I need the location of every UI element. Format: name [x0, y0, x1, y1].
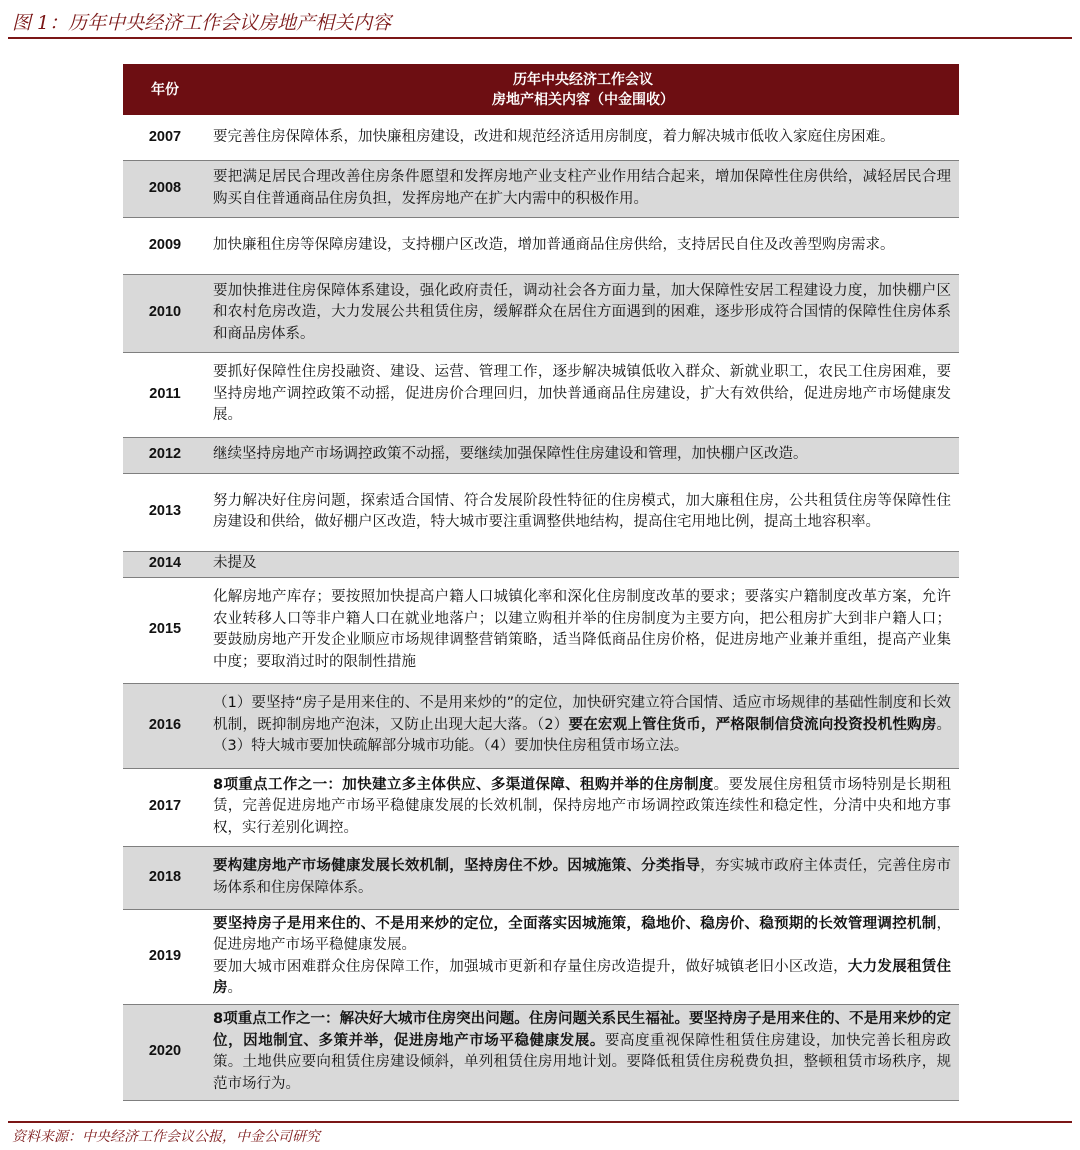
content-paragraph: [213, 362, 951, 427]
policy-table: [123, 64, 959, 1101]
table-row: [123, 683, 959, 768]
row-content: [207, 683, 959, 768]
content-text: 要加大城市困难群众住房保障工作，加强城市更新和存量住房改造提升，做好城镇老旧小区改造，: [213, 958, 848, 975]
row-year: 2019: [123, 909, 207, 1004]
content-paragraph: [213, 444, 951, 466]
table-row: [123, 473, 959, 551]
content-paragraph: [213, 167, 951, 210]
source-divider: [8, 1121, 1072, 1123]
table-row: [123, 217, 959, 274]
content-emphasis: 要坚持房子是用来住的、不是用来炒的定位，全面落实因城施策，稳地价、稳房价、稳预期的长效管理调控机制: [213, 915, 937, 932]
table-row: [123, 768, 959, 846]
content-paragraph: [213, 914, 951, 957]
content-text: 要完善住房保障体系，加快廉租房建设，改进和规范经济适用房制度，着力解决城市低收入家庭住房困难。: [213, 128, 895, 145]
row-year: 2014: [123, 551, 207, 577]
header-content: [207, 64, 959, 115]
table-row: [123, 551, 959, 577]
content-paragraph: [213, 693, 951, 758]
row-content: [207, 909, 959, 1004]
content-emphasis: 要构建房地产市场健康发展长效机制，坚持房住不炒。因城施策、分类指导: [213, 858, 701, 874]
content-emphasis: 要在宏观上管住货币，严格限制信贷流向投资投机性购房: [568, 716, 937, 733]
row-content: [207, 217, 959, 274]
row-content: [207, 1004, 959, 1100]
content-paragraph: [213, 856, 951, 899]
row-year: 2015: [123, 577, 207, 683]
content-text: 继续坚持房地产市场调控政策不动摇，要继续加强保障性住房建设和管理，加快棚户区改造。: [213, 446, 808, 463]
table-row: [123, 160, 959, 217]
content-text: 加快廉租住房等保障房建设，支持棚户区改造，增加普通商品住房供给，支持居民自住及改善型购房需求。: [213, 236, 895, 253]
row-year: 2011: [123, 352, 207, 437]
content-text: 化解房地产库存；要按照加快提高户籍人口城镇化率和深化住房制度改革的要求；要落实户籍制度改革方案，允许农业转移人口等非户籍人口在就业地落户；以建立购租并举的住房制度为主要方向，把公租房扩大到非户籍人口；要鼓励房地产开发企业顺应市场规律调整营销策略，适当降低商品住房价格，促进房地产业兼并重组，提高产业集中度；要取消过时的限制性措施: [213, 589, 951, 670]
content-paragraph: [213, 957, 951, 1000]
content-paragraph: [213, 587, 951, 673]
row-content: [207, 352, 959, 437]
table-header-row: [123, 64, 959, 115]
table-row: [123, 437, 959, 473]
row-content: [207, 473, 959, 551]
row-content: [207, 577, 959, 683]
content-paragraph: [213, 491, 951, 534]
figure-title: 图 1：历年中央经济工作会议房地产相关内容: [12, 12, 392, 34]
row-content: [207, 437, 959, 473]
content-paragraph: [213, 281, 951, 346]
row-year: 2009: [123, 217, 207, 274]
row-content: [207, 846, 959, 909]
table-row: [123, 274, 959, 352]
content-text: 。（3）特大城市要加快疏解部分城市功能。（4）要加快住房租赁市场立法。: [213, 716, 951, 755]
content-text: ，促进房地产市场平稳健康发展。: [213, 915, 951, 953]
content-paragraph: [213, 1009, 951, 1095]
row-year: 2016: [123, 683, 207, 768]
content-emphasis: 大力发展租赁住房: [213, 958, 951, 996]
row-year: 2010: [123, 274, 207, 352]
row-year: 2013: [123, 473, 207, 551]
content-emphasis: 8项重点工作之一：解决好大城市住房突出问题。住房问题关系民生福祉。要坚持房子是用来住的、不是用来炒的定位，因地制宜、多策并举，促进房地产市场平稳健康发展。: [213, 1011, 951, 1049]
content-text: 。要发展住房租赁市场特别是长期租赁，完善促进房地产市场平稳健康发展的长效机制，保持房地产市场调控政策连续性和稳定性，分清中央和地方事权，实行差别化调控。: [213, 776, 951, 836]
content-text: 。: [227, 980, 242, 996]
row-content: [207, 551, 959, 577]
content-text: 未提及: [213, 555, 257, 572]
content-text: 努力解决好住房问题，探索适合国情、符合发展阶段性特征的住房模式，加大廉租住房，公共租赁住房等保障性住房建设和供给，做好棚户区改造，特大城市要注重调整供地结构，提高住宅用地比例，提高土地容积率。: [213, 492, 951, 530]
content-emphasis: 8项重点工作之一：加快建立多主体供应、多渠道保障、租购并举的住房制度: [213, 776, 714, 793]
content-paragraph: [213, 775, 951, 840]
row-year: 2017: [123, 768, 207, 846]
table-row: [123, 115, 959, 160]
row-content: [207, 274, 959, 352]
content-text: （1）要坚持“房子是用来住的、不是用来炒的”的定位，加快研究建立符合国情、适应市场规律的基础性制度和长效机制，既抑制房地产泡沫，又防止出现大起大落。（2）: [213, 695, 951, 733]
header-content-line1: 历年中央经济工作会议: [513, 71, 653, 88]
header-content-line2: 房地产相关内容（中金围收）: [492, 91, 674, 108]
row-year: 2012: [123, 437, 207, 473]
row-year: 2007: [123, 115, 207, 160]
table-row: [123, 846, 959, 909]
content-text: 要抓好保障性住房投融资、建设、运营、管理工作，逐步解决城镇低收入群众、新就业职工，农民工住房困难，要坚持房地产调控政策不动摇，促进房价合理回归，加快普通商品住房建设，扩大有效供给，促进房地产市场健康发展。: [213, 364, 951, 424]
source-note: 资料来源：中央经济工作会议公报，中金公司研究: [12, 1129, 320, 1145]
row-year: 2018: [123, 846, 207, 909]
table-row: [123, 909, 959, 1004]
table-row: [123, 352, 959, 437]
title-divider: [8, 37, 1072, 39]
row-content: [207, 160, 959, 217]
content-text: ，夯实城市政府主体责任，完善住房市场体系和住房保障体系。: [213, 858, 952, 896]
table-row: [123, 577, 959, 683]
content-text: 要加快推进住房保障体系建设，强化政府责任，调动社会各方面力量，加大保障性安居工程建设力度，加快棚户区和农村危房改造，大力发展公共租赁住房，缓解群众在居住方面遇到的困难，逐步形成符合国情的保障性住房体系和商品房体系。: [213, 282, 951, 342]
content-text: 要高度重视保障性租赁住房建设，加快完善长租房政策。土地供应要向租赁住房建设倾斜，单列租赁住房用地计划。要降低租赁住房税费负担，整顿租赁市场秩序，规范市场行为。: [213, 1032, 952, 1092]
row-content: [207, 768, 959, 846]
row-year: 2020: [123, 1004, 207, 1100]
content-paragraph: [213, 127, 951, 149]
content-paragraph: [213, 235, 951, 257]
content-text: 要把满足居民合理改善住房条件愿望和发挥房地产业支柱产业作用结合起来，增加保障性住房供给，减轻居民合理购买自住普通商品住房负担，发挥房地产在扩大内需中的积极作用。: [213, 169, 951, 207]
table-body: [123, 115, 959, 1100]
table-row: [123, 1004, 959, 1100]
row-year: 2008: [123, 160, 207, 217]
content-paragraph: [213, 553, 951, 575]
header-year: 年份: [123, 64, 207, 115]
row-content: [207, 115, 959, 160]
